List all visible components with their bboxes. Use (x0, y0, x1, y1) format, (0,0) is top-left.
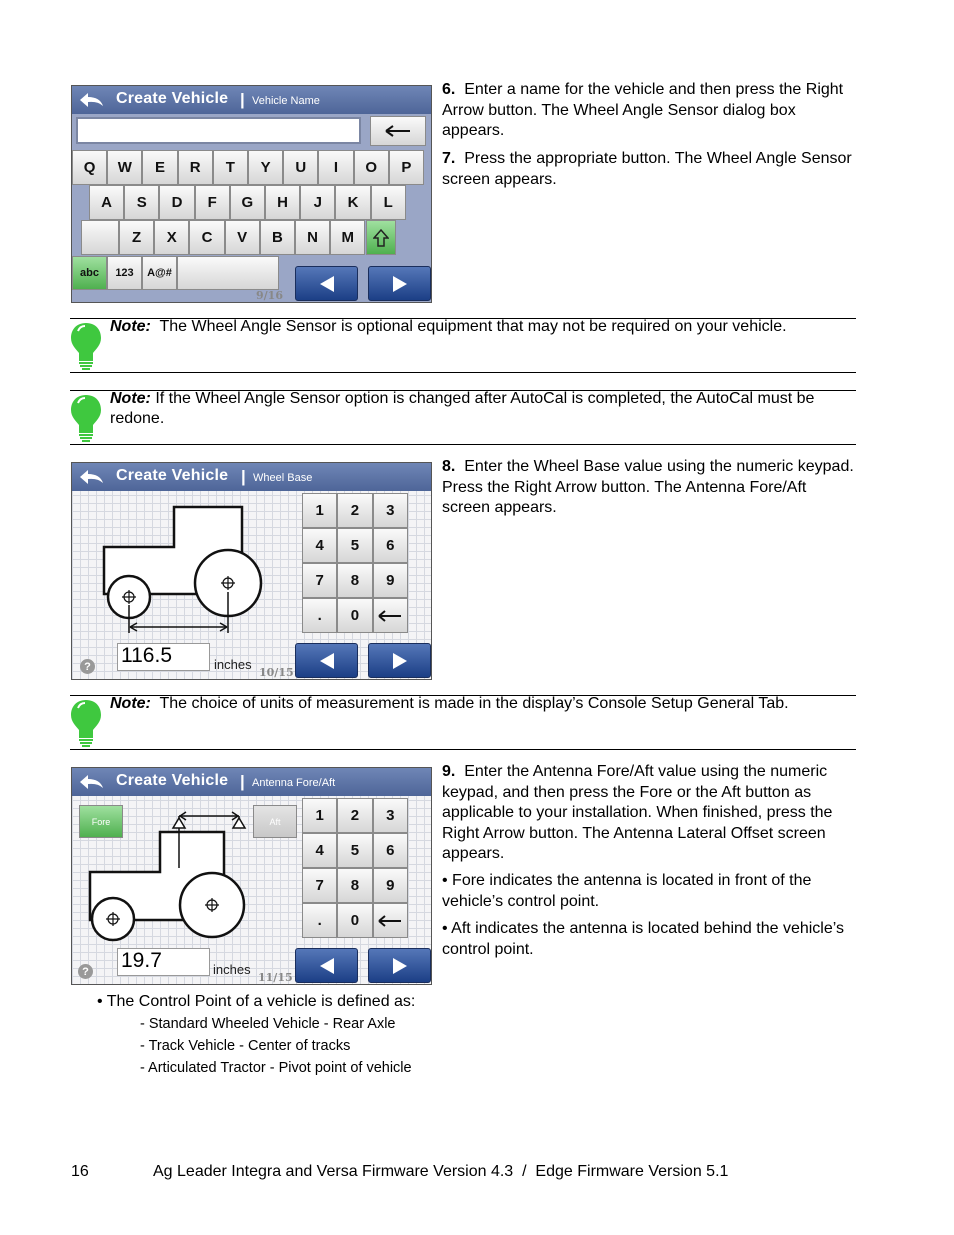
screen-subtitle: Vehicle Name (252, 95, 320, 107)
backspace-arrow-icon (378, 610, 402, 622)
shift-key[interactable] (366, 220, 396, 255)
units-label: inches (213, 962, 251, 977)
key-k[interactable]: K (335, 185, 370, 220)
step-9-bullet-fore: • Fore indicates the antenna is located in front of the vehicle’s control point. (442, 872, 812, 910)
note-lightbulb-icon (70, 698, 102, 748)
page-indicator: 9/16 (256, 289, 283, 302)
keypad-key-6[interactable]: 6 (373, 528, 408, 563)
note-1: Note: The Wheel Angle Sensor is optional equipment that may not be required on your vehicle. (110, 318, 787, 335)
mode-key-symbols[interactable]: A@# (142, 256, 177, 290)
key-e[interactable]: E (142, 150, 177, 185)
tractor-diagram (92, 499, 292, 639)
units-label: inches (214, 657, 252, 672)
keypad-backspace-key[interactable] (373, 903, 408, 938)
key-m[interactable]: M (330, 220, 365, 255)
back-arrow-icon[interactable] (76, 466, 106, 488)
left-arrow-button[interactable] (295, 266, 358, 301)
note-2: Note: If the Wheel Angle Sensor option is changed after AutoCal is completed, the AutoCal must be redone. (110, 390, 815, 427)
note-lightbulb-icon (70, 321, 102, 371)
key-j[interactable]: J (300, 185, 335, 220)
key-d[interactable]: D (159, 185, 194, 220)
key-t[interactable]: T (213, 150, 248, 185)
keypad-key-1[interactable]: 1 (302, 798, 337, 833)
keypad-key-9[interactable]: 9 (373, 868, 408, 903)
keypad-key-8[interactable]: 8 (337, 868, 372, 903)
control-point-item: - Standard Wheeled Vehicle - Rear Axle (140, 1016, 396, 1032)
key-s[interactable]: S (124, 185, 159, 220)
keypad-key-decimal[interactable]: . (302, 598, 337, 633)
footer-title: Ag Leader Integra and Versa Firmware Version 4.3 / Edge Firmware Version 5.1 (153, 1163, 729, 1180)
keypad-key-0[interactable]: 0 (337, 598, 372, 633)
page-indicator: 11/15 (258, 971, 293, 984)
keypad-key-5[interactable]: 5 (337, 528, 372, 563)
key-i[interactable]: I (318, 150, 353, 185)
control-point-item: - Articulated Tractor - Pivot point of vehicle (140, 1060, 412, 1076)
back-arrow-icon[interactable] (76, 771, 106, 793)
shift-arrow-icon (373, 229, 389, 247)
key-n[interactable]: N (295, 220, 330, 255)
key-h[interactable]: H (265, 185, 300, 220)
page-number: 16 (71, 1163, 89, 1180)
back-arrow-icon[interactable] (76, 89, 106, 111)
vehicle-name-screen (71, 85, 432, 303)
right-arrow-button[interactable] (368, 266, 431, 301)
mode-key-abc[interactable]: abc (72, 256, 107, 290)
screen-subtitle: Wheel Base (253, 472, 313, 484)
space-key[interactable] (177, 256, 279, 290)
note-3: Note: The choice of units of measurement is made in the display’s Console Setup General Tab. (110, 695, 789, 712)
right-arrow-button[interactable] (368, 948, 431, 983)
wheel-base-screen (71, 462, 432, 680)
key-w[interactable]: W (107, 150, 142, 185)
mode-key-123[interactable]: 123 (107, 256, 142, 290)
title-bar: Create Vehicle | Wheel Base (72, 463, 431, 491)
page-indicator: 10/15 (259, 666, 294, 679)
left-arrow-button[interactable] (295, 948, 358, 983)
key-v[interactable]: V (225, 220, 260, 255)
screen-title: Create Vehicle (116, 772, 229, 789)
key-r[interactable]: R (178, 150, 213, 185)
key-a[interactable]: A (89, 185, 124, 220)
key-u[interactable]: U (283, 150, 318, 185)
step-6: 6. Enter a name for the vehicle and then press the Right Arrow button. The Wheel Angle Sensor dialog box appears. (442, 81, 844, 139)
keypad-backspace-key[interactable] (373, 598, 408, 633)
keypad-key-7[interactable]: 7 (302, 563, 337, 598)
right-arrow-button[interactable] (368, 643, 431, 678)
keypad-key-2[interactable]: 2 (337, 798, 372, 833)
note-lightbulb-icon (70, 393, 102, 443)
key-f[interactable]: F (195, 185, 230, 220)
fore-button[interactable]: Fore (79, 805, 123, 838)
keypad-key-4[interactable]: 4 (302, 833, 337, 868)
backspace-arrow-icon (378, 915, 402, 927)
antenna-fore-aft-screen (71, 767, 432, 985)
key-l[interactable]: L (371, 185, 406, 220)
backspace-key[interactable] (370, 116, 426, 146)
antenna-fore-aft-value[interactable]: 19.7 (117, 948, 210, 976)
keypad-key-3[interactable]: 3 (373, 493, 408, 528)
keypad-key-8[interactable]: 8 (337, 563, 372, 598)
screen-subtitle: Antenna Fore/Aft (252, 777, 336, 789)
step-9: 9. Enter the Antenna Fore/Aft value using the numeric keypad, and then press the Fore or the Aft button as applicable to your installation. When finished, press the Right Arrow button. The Antenna Lateral Offset screen appears. (442, 763, 833, 862)
step-8: 8. Enter the Wheel Base value using the numeric keypad. Press the Right Arrow button. The Antenna Fore/Aft screen appears. (442, 458, 854, 516)
step-9-bullet-aft: • Aft indicates the antenna is located behind the vehicle’s control point. (442, 920, 845, 958)
keypad-key-5[interactable]: 5 (337, 833, 372, 868)
keypad-key-9[interactable]: 9 (373, 563, 408, 598)
keypad-key-1[interactable]: 1 (302, 493, 337, 528)
key-y[interactable]: Y (248, 150, 283, 185)
left-arrow-button[interactable] (295, 643, 358, 678)
key-z[interactable]: Z (119, 220, 154, 255)
help-icon[interactable]: ? (80, 659, 95, 674)
keypad-key-3[interactable]: 3 (373, 798, 408, 833)
key-c[interactable]: C (189, 220, 224, 255)
blank-key (81, 220, 119, 255)
key-p[interactable]: P (389, 150, 424, 185)
keypad-key-0[interactable]: 0 (337, 903, 372, 938)
key-b[interactable]: B (260, 220, 295, 255)
control-point-intro: • The Control Point of a vehicle is defined as: (97, 993, 416, 1010)
wheel-base-value[interactable]: 116.5 (117, 643, 210, 671)
keypad-key-7[interactable]: 7 (302, 868, 337, 903)
title-bar: Create Vehicle | Antenna Fore/Aft (72, 768, 431, 796)
screen-title: Create Vehicle (116, 467, 229, 484)
keypad-key-6[interactable]: 6 (373, 833, 408, 868)
step-7: 7. Press the appropriate button. The Wheel Angle Sensor screen appears. (442, 150, 852, 188)
screen-title: Create Vehicle (116, 90, 229, 107)
key-g[interactable]: G (230, 185, 265, 220)
help-icon[interactable]: ? (78, 964, 93, 979)
key-x[interactable]: X (154, 220, 189, 255)
backspace-arrow-icon (385, 125, 411, 137)
key-q[interactable]: Q (72, 150, 107, 185)
key-o[interactable]: O (354, 150, 389, 185)
keypad-key-2[interactable]: 2 (337, 493, 372, 528)
blank-key (406, 185, 431, 220)
name-input[interactable] (76, 117, 361, 144)
aft-button[interactable]: Aft (253, 805, 297, 838)
keypad-key-decimal[interactable]: . (302, 903, 337, 938)
keypad-key-4[interactable]: 4 (302, 528, 337, 563)
control-point-item: - Track Vehicle - Center of tracks (140, 1038, 351, 1054)
title-bar: Create Vehicle | Vehicle Name (72, 86, 431, 114)
